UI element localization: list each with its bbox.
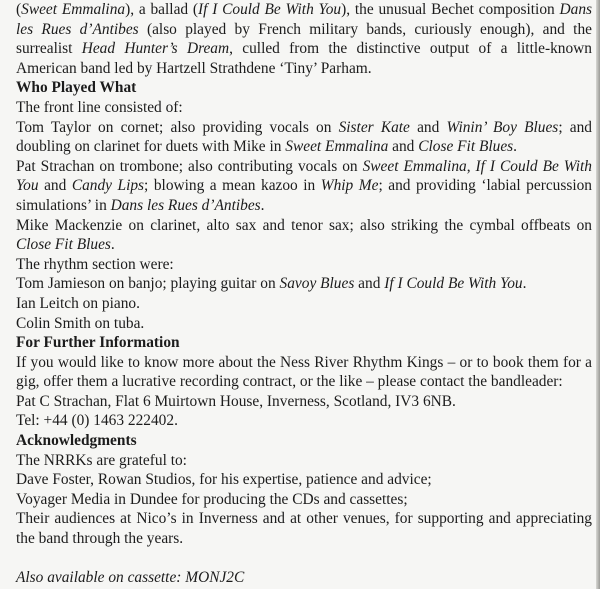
contact-telephone: Tel: +44 (0) 1463 222402.	[16, 412, 178, 430]
song-title: Sweet Emmalina	[21, 1, 126, 18]
front-line-intro: The front line consisted of:	[16, 98, 183, 116]
song-title: If I Could Be With You	[384, 275, 523, 293]
ack-voyager-media: Voyager Media in Dundee for producing the CDs and cassettes;	[16, 490, 408, 508]
song-title: Dans les Rues d’Antibes	[110, 196, 261, 214]
ack-dave-foster: Dave Foster, Rowan Studios, for his expertise, patience and advice;	[16, 471, 432, 489]
spacer	[16, 549, 592, 569]
intro-paragraph: (Sweet Emmalina), a ballad (If I Could Be With You), the unusual Bechet composition Dans les Rues d’Antibes (also played by French military bands, curiously enough), and the surrealist Head Hunter’s Dream, culled from the distinctive output of a little-known American band led by Hartzell Strathdene ‘Tiny’ Parham.	[16, 1, 593, 77]
song-title: Close Fit Blues	[418, 138, 514, 156]
song-title: If I Could Be With You	[16, 157, 592, 195]
song-title: Savoy Blues	[279, 275, 355, 293]
liner-notes-page	[16, 0, 592, 588]
song-title: If I Could Be With You	[198, 1, 342, 18]
song-title: Whip Me	[320, 177, 379, 195]
song-title: Winin’ Boy Blues	[446, 118, 559, 136]
contact-address: Pat C Strachan, Flat 6 Muirtown House, Inverness, Scotland, IV3 6NB.	[16, 392, 456, 410]
acknowledgments-heading: Acknowledgments	[16, 432, 137, 450]
song-title: Dans les Rues d’Antibes	[16, 1, 593, 38]
mackenzie-paragraph: Mike Mackenzie on clarinet, alto sax and tenor sax; also striking the cymbal offbeats on Close Fit Blues.	[16, 216, 592, 254]
acknowledgments-intro: The NRRKs are grateful to:	[16, 451, 187, 469]
rhythm-section-intro: The rhythm section were:	[16, 255, 174, 273]
further-information-heading: For Further Information	[16, 334, 180, 352]
leitch-line: Ian Leitch on piano.	[16, 294, 140, 312]
cassette-note: Also available on cassette: MONJ2C	[16, 569, 245, 587]
song-title: Sweet Emmalina	[362, 157, 467, 175]
song-title: Candy Lips	[71, 177, 145, 195]
smith-line: Colin Smith on tuba.	[16, 314, 145, 332]
song-title: Sister Kate	[338, 118, 410, 136]
song-title: Close Fit Blues	[16, 236, 111, 254]
ack-audiences: Their audiences at Nico’s in Inverness and at other venues, for supporting and appreciating the band through the years.	[16, 510, 592, 548]
jamieson-paragraph: Tom Jamieson on banjo; playing guitar on Savoy Blues and If I Could Be With You.	[16, 275, 527, 293]
further-information-text: If you would like to know more about the Ness River Rhythm Kings – or to book them for a gig, offer them a lucrative recording contract, or the like – please contact the bandleader:	[16, 353, 592, 391]
taylor-paragraph: Tom Taylor on cornet; also providing vocals on Sister Kate and Winin’ Boy Blues; and doubling on clarinet for duets with Mike in Sweet Emmalina and Close Fit Blues.	[16, 118, 592, 156]
who-played-what-heading: Who Played What	[16, 79, 137, 97]
song-title: Sweet Emmalina	[285, 138, 389, 156]
song-title: Head Hunter’s Dream	[81, 40, 230, 58]
strachan-paragraph: Pat Strachan on trombone; also contributing vocals on Sweet Emmalina, If I Could Be With You and Candy Lips; blowing a mean kazoo in Whip Me; and providing ‘labial percussion simulations’ in Dans les Rues d’Antibes.	[16, 157, 592, 214]
page-edge-shadow	[596, 0, 600, 589]
